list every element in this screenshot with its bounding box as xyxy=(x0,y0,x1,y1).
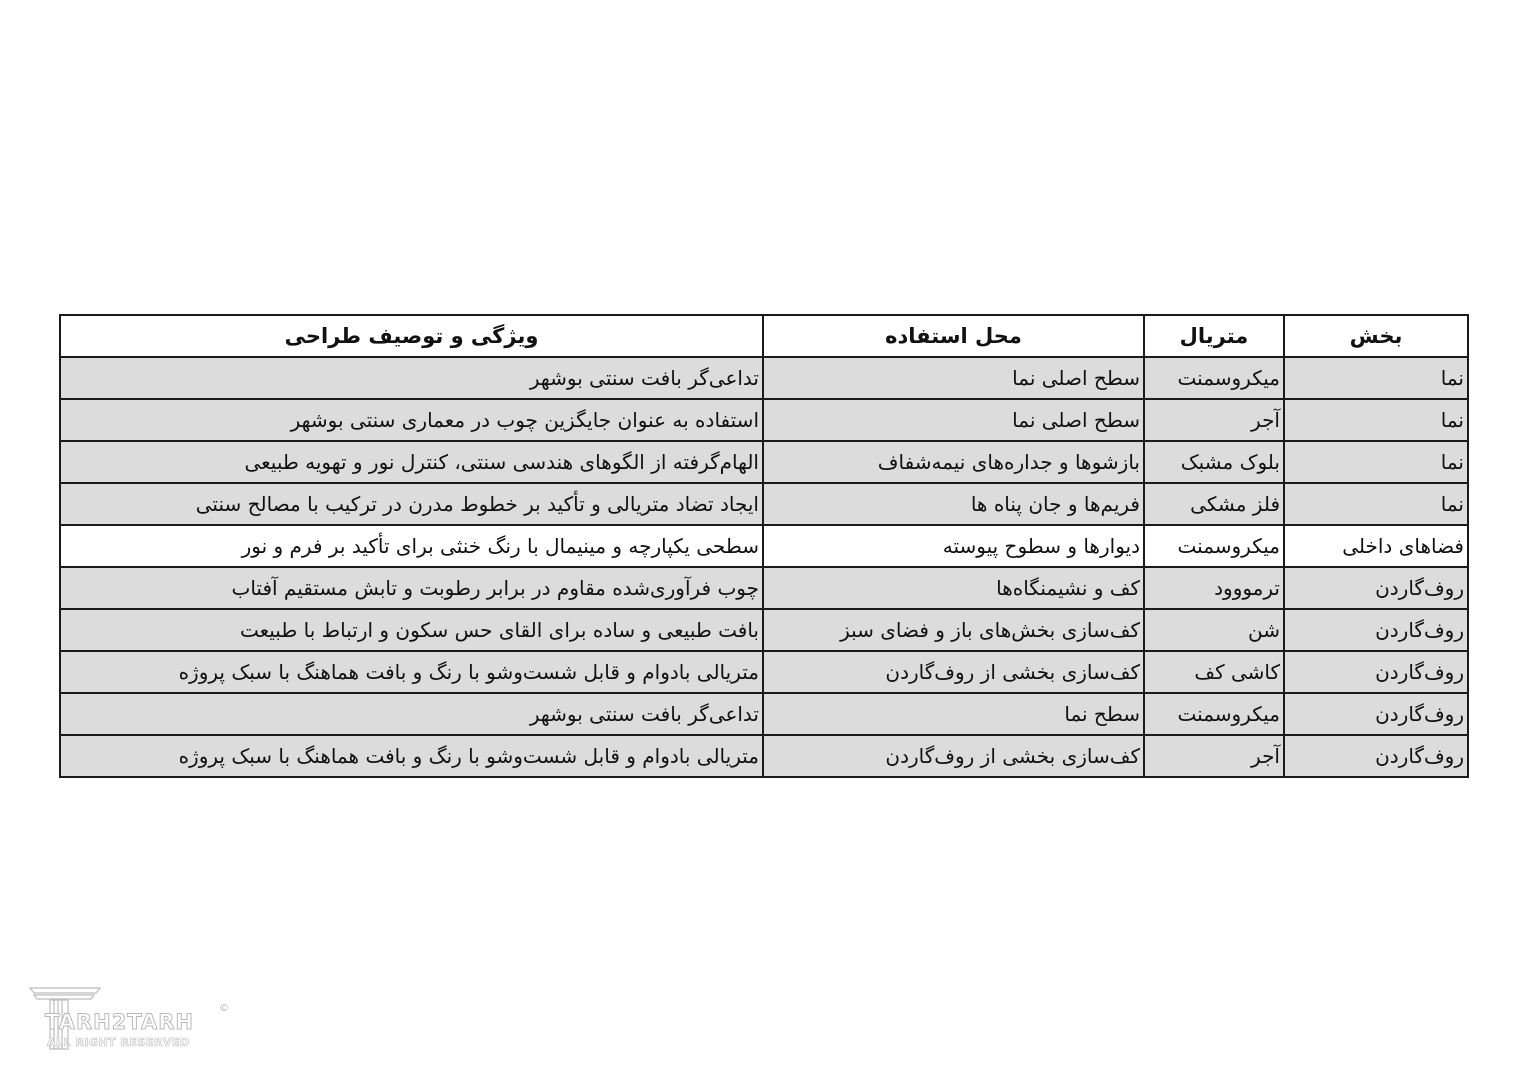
table-row xyxy=(60,357,1468,399)
cell-location: کف‌سازی بخشی از روف‌گاردن xyxy=(763,651,1144,693)
cell-description: بافت طبیعی و ساده برای القای حس سکون و ارتباط با طبیعت xyxy=(60,609,763,651)
cell-location: کف‌سازی بخشی از روف‌گاردن xyxy=(763,735,1144,777)
materials-table-container xyxy=(59,314,1467,778)
table-row xyxy=(60,567,1468,609)
header-section: بخش xyxy=(1284,315,1468,357)
cell-description: چوب فرآوری‌شده مقاوم در برابر رطوبت و تابش مستقیم آفتاب xyxy=(60,567,763,609)
cell-description: سطحی یکپارچه و مینیمال با رنگ خنثی برای تأکید بر فرم و نور xyxy=(60,525,763,567)
watermark-tagline: ALL RIGHT RESERVED xyxy=(47,1036,190,1049)
cell-location: دیوارها و سطوح پیوسته xyxy=(763,525,1144,567)
cell-material: فلز مشکی xyxy=(1144,483,1284,525)
cell-material: میکروسمنت xyxy=(1144,693,1284,735)
cell-location: بازشوها و جداره‌های نیمه‌شفاف xyxy=(763,441,1144,483)
table-row xyxy=(60,483,1468,525)
cell-material: شن xyxy=(1144,609,1284,651)
table-row xyxy=(60,525,1468,567)
cell-description: تداعی‌گر بافت سنتی بوشهر xyxy=(60,693,763,735)
table-row xyxy=(60,399,1468,441)
watermark-brand: TARH2TARH xyxy=(45,1010,194,1034)
cell-section: روف‌گاردن xyxy=(1284,609,1468,651)
table-header-row xyxy=(60,315,1468,357)
cell-section: نما xyxy=(1284,441,1468,483)
cell-description: تداعی‌گر بافت سنتی بوشهر xyxy=(60,357,763,399)
header-description: ویژگی و توصیف طراحی xyxy=(60,315,763,357)
cell-section: نما xyxy=(1284,483,1468,525)
table-row xyxy=(60,693,1468,735)
materials-table xyxy=(59,314,1469,778)
header-material: متریال xyxy=(1144,315,1284,357)
cell-material: کاشی کف xyxy=(1144,651,1284,693)
table-row xyxy=(60,651,1468,693)
table-row xyxy=(60,735,1468,777)
cell-location: کف‌سازی بخش‌های باز و فضای سبز xyxy=(763,609,1144,651)
cell-description: متریالی بادوام و قابل شست‌وشو با رنگ و بافت هماهنگ با سبک پروژه xyxy=(60,651,763,693)
cell-location: سطح اصلی نما xyxy=(763,357,1144,399)
cell-material: میکروسمنت xyxy=(1144,525,1284,567)
cell-material: ترمووود xyxy=(1144,567,1284,609)
cell-material: آجر xyxy=(1144,399,1284,441)
cell-description: متریالی بادوام و قابل شست‌وشو با رنگ و بافت هماهنگ با سبک پروژه xyxy=(60,735,763,777)
cell-location: کف و نشیمنگاه‌ها xyxy=(763,567,1144,609)
cell-location: فریم‌ها و جان پناه ها xyxy=(763,483,1144,525)
header-location: محل استفاده xyxy=(763,315,1144,357)
cell-location: سطح اصلی نما xyxy=(763,399,1144,441)
cell-section: روف‌گاردن xyxy=(1284,693,1468,735)
cell-description: استفاده به عنوان جایگزین چوب در معماری سنتی بوشهر xyxy=(60,399,763,441)
cell-description: ایجاد تضاد متریالی و تأکید بر خطوط مدرن در ترکیب با مصالح سنتی xyxy=(60,483,763,525)
table-row xyxy=(60,609,1468,651)
cell-section: روف‌گاردن xyxy=(1284,567,1468,609)
cell-location: سطح نما xyxy=(763,693,1144,735)
table-body xyxy=(60,357,1468,777)
cell-material: میکروسمنت xyxy=(1144,357,1284,399)
watermark-copyright: © xyxy=(219,1003,229,1014)
cell-section: روف‌گاردن xyxy=(1284,651,1468,693)
cell-description: الهام‌گرفته از الگوهای هندسی سنتی، کنترل نور و تهویه طبیعی xyxy=(60,441,763,483)
cell-material: بلوک مشبک xyxy=(1144,441,1284,483)
cell-section: نما xyxy=(1284,399,1468,441)
cell-section: نما xyxy=(1284,357,1468,399)
cell-material: آجر xyxy=(1144,735,1284,777)
cell-section: فضاهای داخلی xyxy=(1284,525,1468,567)
table-row xyxy=(60,441,1468,483)
cell-section: روف‌گاردن xyxy=(1284,735,1468,777)
